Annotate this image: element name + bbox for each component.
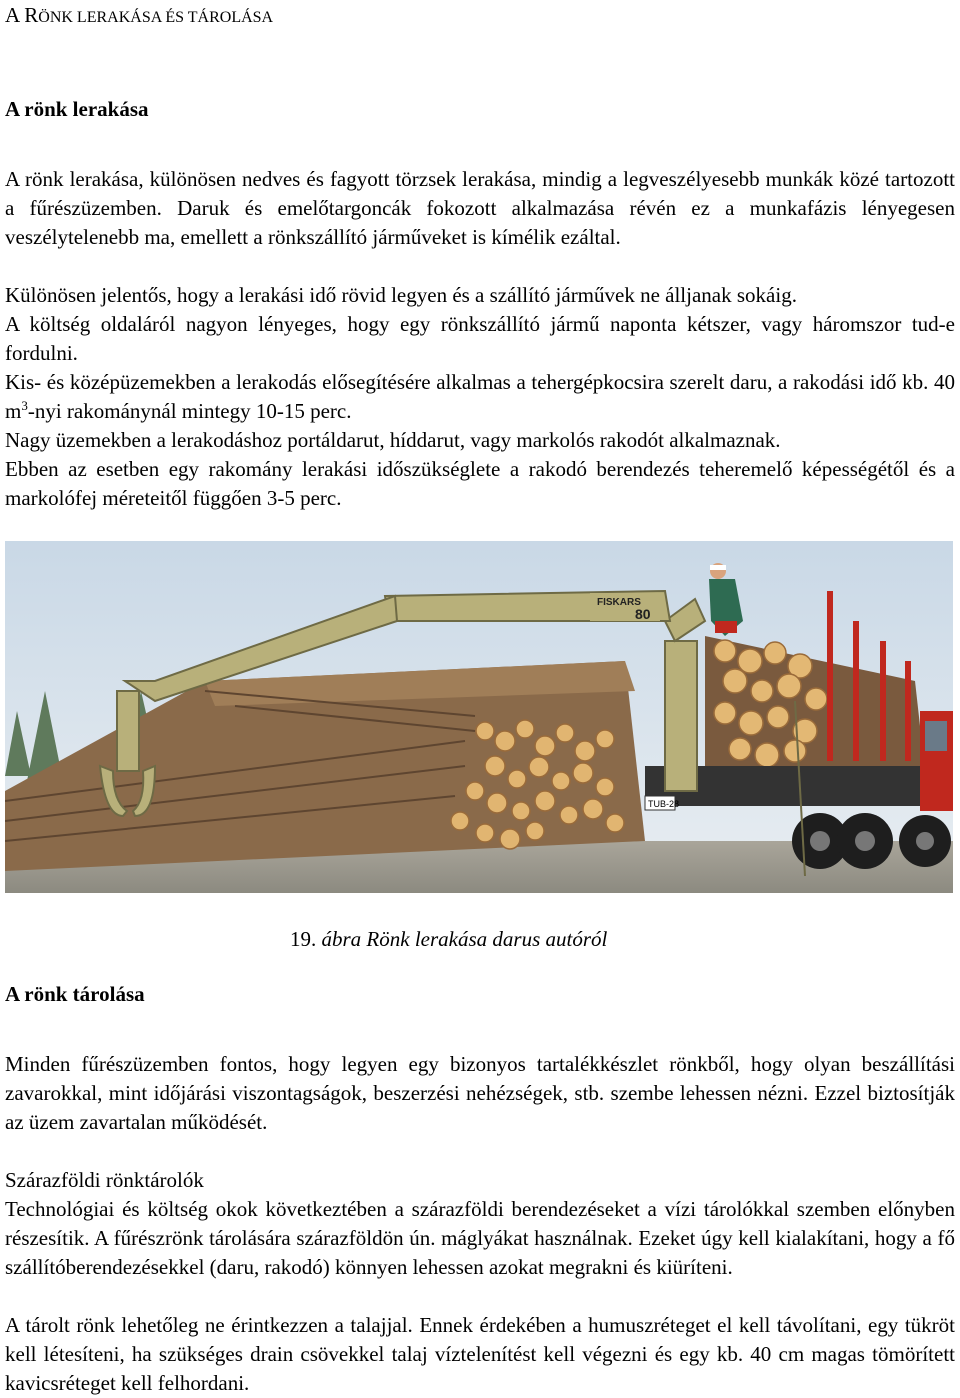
section-heading-storage: A rönk tárolása [5,982,145,1006]
superscript: 3 [21,398,28,413]
title-small-caps: ÖNK LERAKÁSA ÉS TÁROLÁSA [38,9,274,26]
document-title [5,2,273,31]
paragraph-text: -nyi rakománynál mintegy 10-15 perc. [27,399,352,423]
paragraph: A tárolt rönk lehetőleg ne érintkezzen a talajjal. Ennek érdekében a humuszréteget el kell távolítani, egy tükröt kell létesíteni, ha szükséges drain csövekkel talaj víztelenítést kell végezni és egy kb. 40 cm magas tömörített kavicsréteget kell felhordani. [5,1313,955,1395]
caption-number: 19. [290,927,317,951]
truck-plate: TUB-28 [648,799,680,809]
photo-illustration [5,541,953,893]
figure-caption [290,926,607,952]
crane-brand: FISKARS [597,597,641,608]
subheading-land-storage: Szárazföldi rönktárolók [5,1168,204,1192]
crane-model: 80 [635,606,651,622]
paragraph-text: Kis- és középüzemekben a lerakodás elősegítésére alkalmas a tehergépkocsira szerelt daru, a rakodási idő kb. 40 m [5,370,955,423]
crane-label [590,593,660,622]
caption-text: ábra Rönk lerakása darus autóról [321,927,608,951]
paragraph: Minden fűrészüzemben fontos, hogy legyen egy bizonyos tartalékkészlet rönkből, hogy olyan beszállítási zavarokkal, mint időjárási viszontagságok, beszerzési nehézségek, stb. szembe lehessen nézni. Ezzel biztosítják az üzem zavartalan működését. [5,1052,955,1134]
paragraph: A rönk lerakása, különösen nedves és fagyott törzsek lerakása, mindig a legveszélyesebb munkák közé tartozott a fűrészüzemben. Daruk és emelőtargoncák fokozott alkalmazása révén ez a munkafázis lényegesen veszélytelenebb ma, emellett a rönkszállító járműveket is kímélik ezáltal. [5,167,955,249]
paragraph-crane-time [5,368,955,426]
paragraph: Különösen jelentős, hogy a lerakási idő rövid legyen és a szállító járművek ne álljanak sokáig. [5,283,797,307]
paragraph: Technológiai és költség okok következtében a szárazföldi berendezéseket a vízi tárolókkal szemben előnyben részesítik. A fűrészrönk tárolására szárazföldön ún. máglyákat használnak. Ezeket úgy kell kialakítani, hogy a fő szállítóberendezésekkel (daru, rakodó) könnyen lehessen azokat megrakni és kiüríteni. [5,1197,955,1279]
title-first-letters: A R [5,3,39,27]
figure-photo-truck-crane [5,541,953,893]
paragraph: Nagy üzemekben a lerakodáshoz portáldarut, híddarut, vagy markolós rakodót alkalmaznak. [5,428,781,452]
paragraph: A költség oldaláról nagyon lényeges, hogy egy rönkszállító jármű naponta kétszer, vagy háromszor tud-e fordulni. [5,312,955,365]
section-heading-unloading: A rönk lerakása [5,97,149,121]
paragraph: Ebben az esetben egy rakomány lerakási időszükséglete a rakodó berendezés teheremelő képességétől és a markolófej méreteitől függően 3-5 perc. [5,457,955,510]
